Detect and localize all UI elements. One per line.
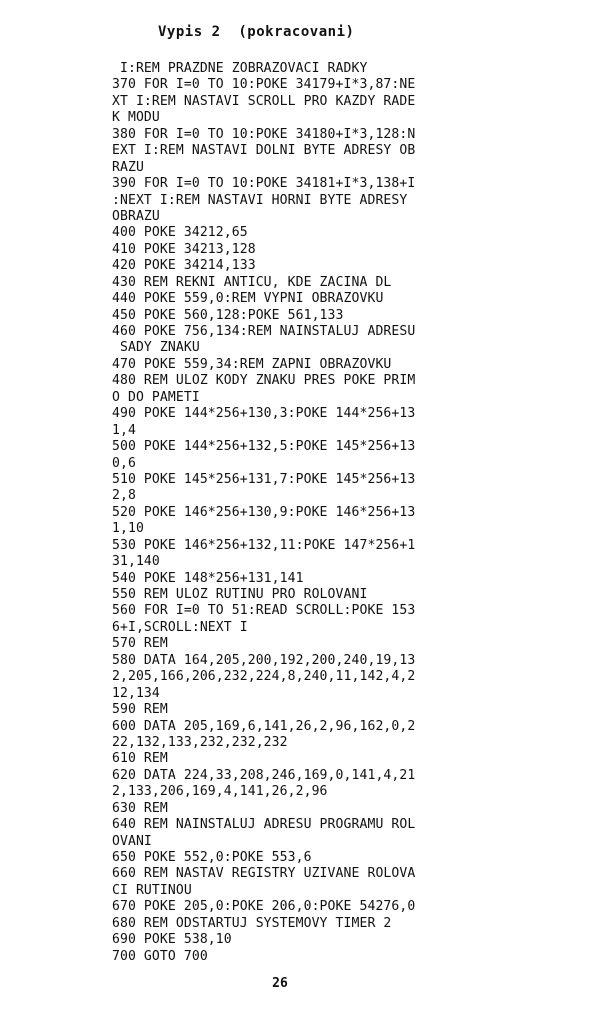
code-line: 680 REM ODSTARTUJ SYSTEMOVY TIMER 2: [112, 915, 392, 931]
code-line: 490 POKE 144*256+130,3:POKE 144*256+13: [112, 406, 416, 422]
code-line: K MODU: [112, 110, 160, 126]
code-line: 390 FOR I=0 TO 10:POKE 34181+I*3,138+I: [112, 176, 416, 192]
code-line: O DO PAMETI: [112, 389, 200, 405]
code-line: 400 POKE 34212,65: [112, 225, 248, 241]
code-line: 700 GOTO 700: [112, 948, 208, 964]
code-line: 500 POKE 144*256+132,5:POKE 145*256+13: [112, 439, 416, 455]
page-number: 26: [272, 976, 288, 991]
listing-heading: Vypis 2 (pokracovani): [158, 24, 355, 40]
code-line: 0,6: [112, 455, 136, 471]
code-line: CI RUTINOU: [112, 882, 192, 898]
code-line: OBRAZU: [112, 208, 160, 224]
code-line: 570 REM: [112, 636, 168, 652]
code-line: 630 REM: [112, 800, 168, 816]
code-line: 640 REM NAINSTALUJ ADRESU PROGRAMU ROL: [112, 817, 416, 833]
basic-program-listing: [112, 61, 415, 965]
code-line: :NEXT I:REM NASTAVI HORNI BYTE ADRESY: [112, 192, 408, 208]
code-line: 430 REM REKNI ANTICU, KDE ZACINA DL: [112, 274, 392, 290]
code-line: OVANI: [112, 833, 152, 849]
code-line: 2,205,166,206,232,224,8,240,11,142,4,2: [112, 669, 416, 685]
code-line: 370 FOR I=0 TO 10:POKE 34179+I*3,87:NE: [112, 77, 416, 93]
code-line: 380 FOR I=0 TO 10:POKE 34180+I*3,128:N: [112, 126, 416, 142]
code-line: 1,4: [112, 422, 136, 438]
code-line: SADY ZNAKU: [112, 340, 200, 356]
code-line: 450 POKE 560,128:POKE 561,133: [112, 307, 344, 323]
code-line: 650 POKE 552,0:POKE 553,6: [112, 850, 312, 865]
code-line: 620 DATA 224,33,208,246,169,0,141,4,21: [112, 767, 416, 783]
code-line: 420 POKE 34214,133: [112, 258, 256, 274]
code-line: 460 POKE 756,134:REM NAINSTALUJ ADRESU: [112, 324, 416, 339]
code-line: 600 DATA 205,169,6,141,26,2,96,162,0,2: [112, 718, 416, 734]
code-line: 6+I,SCROLL:NEXT I: [112, 619, 248, 635]
code-line: EXT I:REM NASTAVI DOLNI BYTE ADRESY OB: [112, 143, 416, 159]
code-line: I:REM PRAZDNE ZOBRAZOVACI RADKY: [112, 61, 368, 76]
code-line: 470 POKE 559,34:REM ZAPNI OBRAZOVKU: [112, 356, 392, 372]
code-line: 590 REM: [112, 702, 168, 718]
code-line: 440 POKE 559,0:REM VYPNI OBRAZOVKU: [112, 291, 384, 307]
code-line: 690 POKE 538,10: [112, 932, 232, 948]
code-line: 670 POKE 205,0:POKE 206,0:POKE 54276,0: [112, 899, 416, 915]
code-line: 560 FOR I=0 TO 51:READ SCROLL:POKE 153: [112, 603, 416, 619]
code-line: 12,134: [112, 685, 160, 701]
code-line: 410 POKE 34213,128: [112, 241, 256, 257]
code-line: 2,8: [112, 488, 136, 504]
code-line: RAZU: [112, 159, 144, 175]
code-line: 1,10: [112, 521, 144, 537]
code-line: XT I:REM NASTAVI SCROLL PRO KAZDY RADE: [112, 93, 416, 109]
code-line: 22,132,133,232,232,232: [112, 734, 288, 750]
code-line: 2,133,206,169,4,141,26,2,96: [112, 784, 328, 800]
code-line: 530 POKE 146*256+132,11:POKE 147*256+1: [112, 537, 416, 553]
code-line: 610 REM: [112, 751, 168, 767]
code-line: 550 REM ULOZ RUTINU PRO ROLOVANI: [112, 587, 368, 602]
code-line: 580 DATA 164,205,200,192,200,240,19,13: [112, 652, 416, 668]
code-line: 540 POKE 148*256+131,141: [112, 570, 304, 586]
code-line: 510 POKE 145*256+131,7:POKE 145*256+13: [112, 471, 416, 487]
code-line: 660 REM NASTAV REGISTRY UZIVANE ROLOVA: [112, 866, 416, 882]
code-line: 31,140: [112, 554, 160, 570]
code-line: 480 REM ULOZ KODY ZNAKU PRES POKE PRIM: [112, 373, 416, 389]
code-line: 520 POKE 146*256+130,9:POKE 146*256+13: [112, 504, 416, 520]
